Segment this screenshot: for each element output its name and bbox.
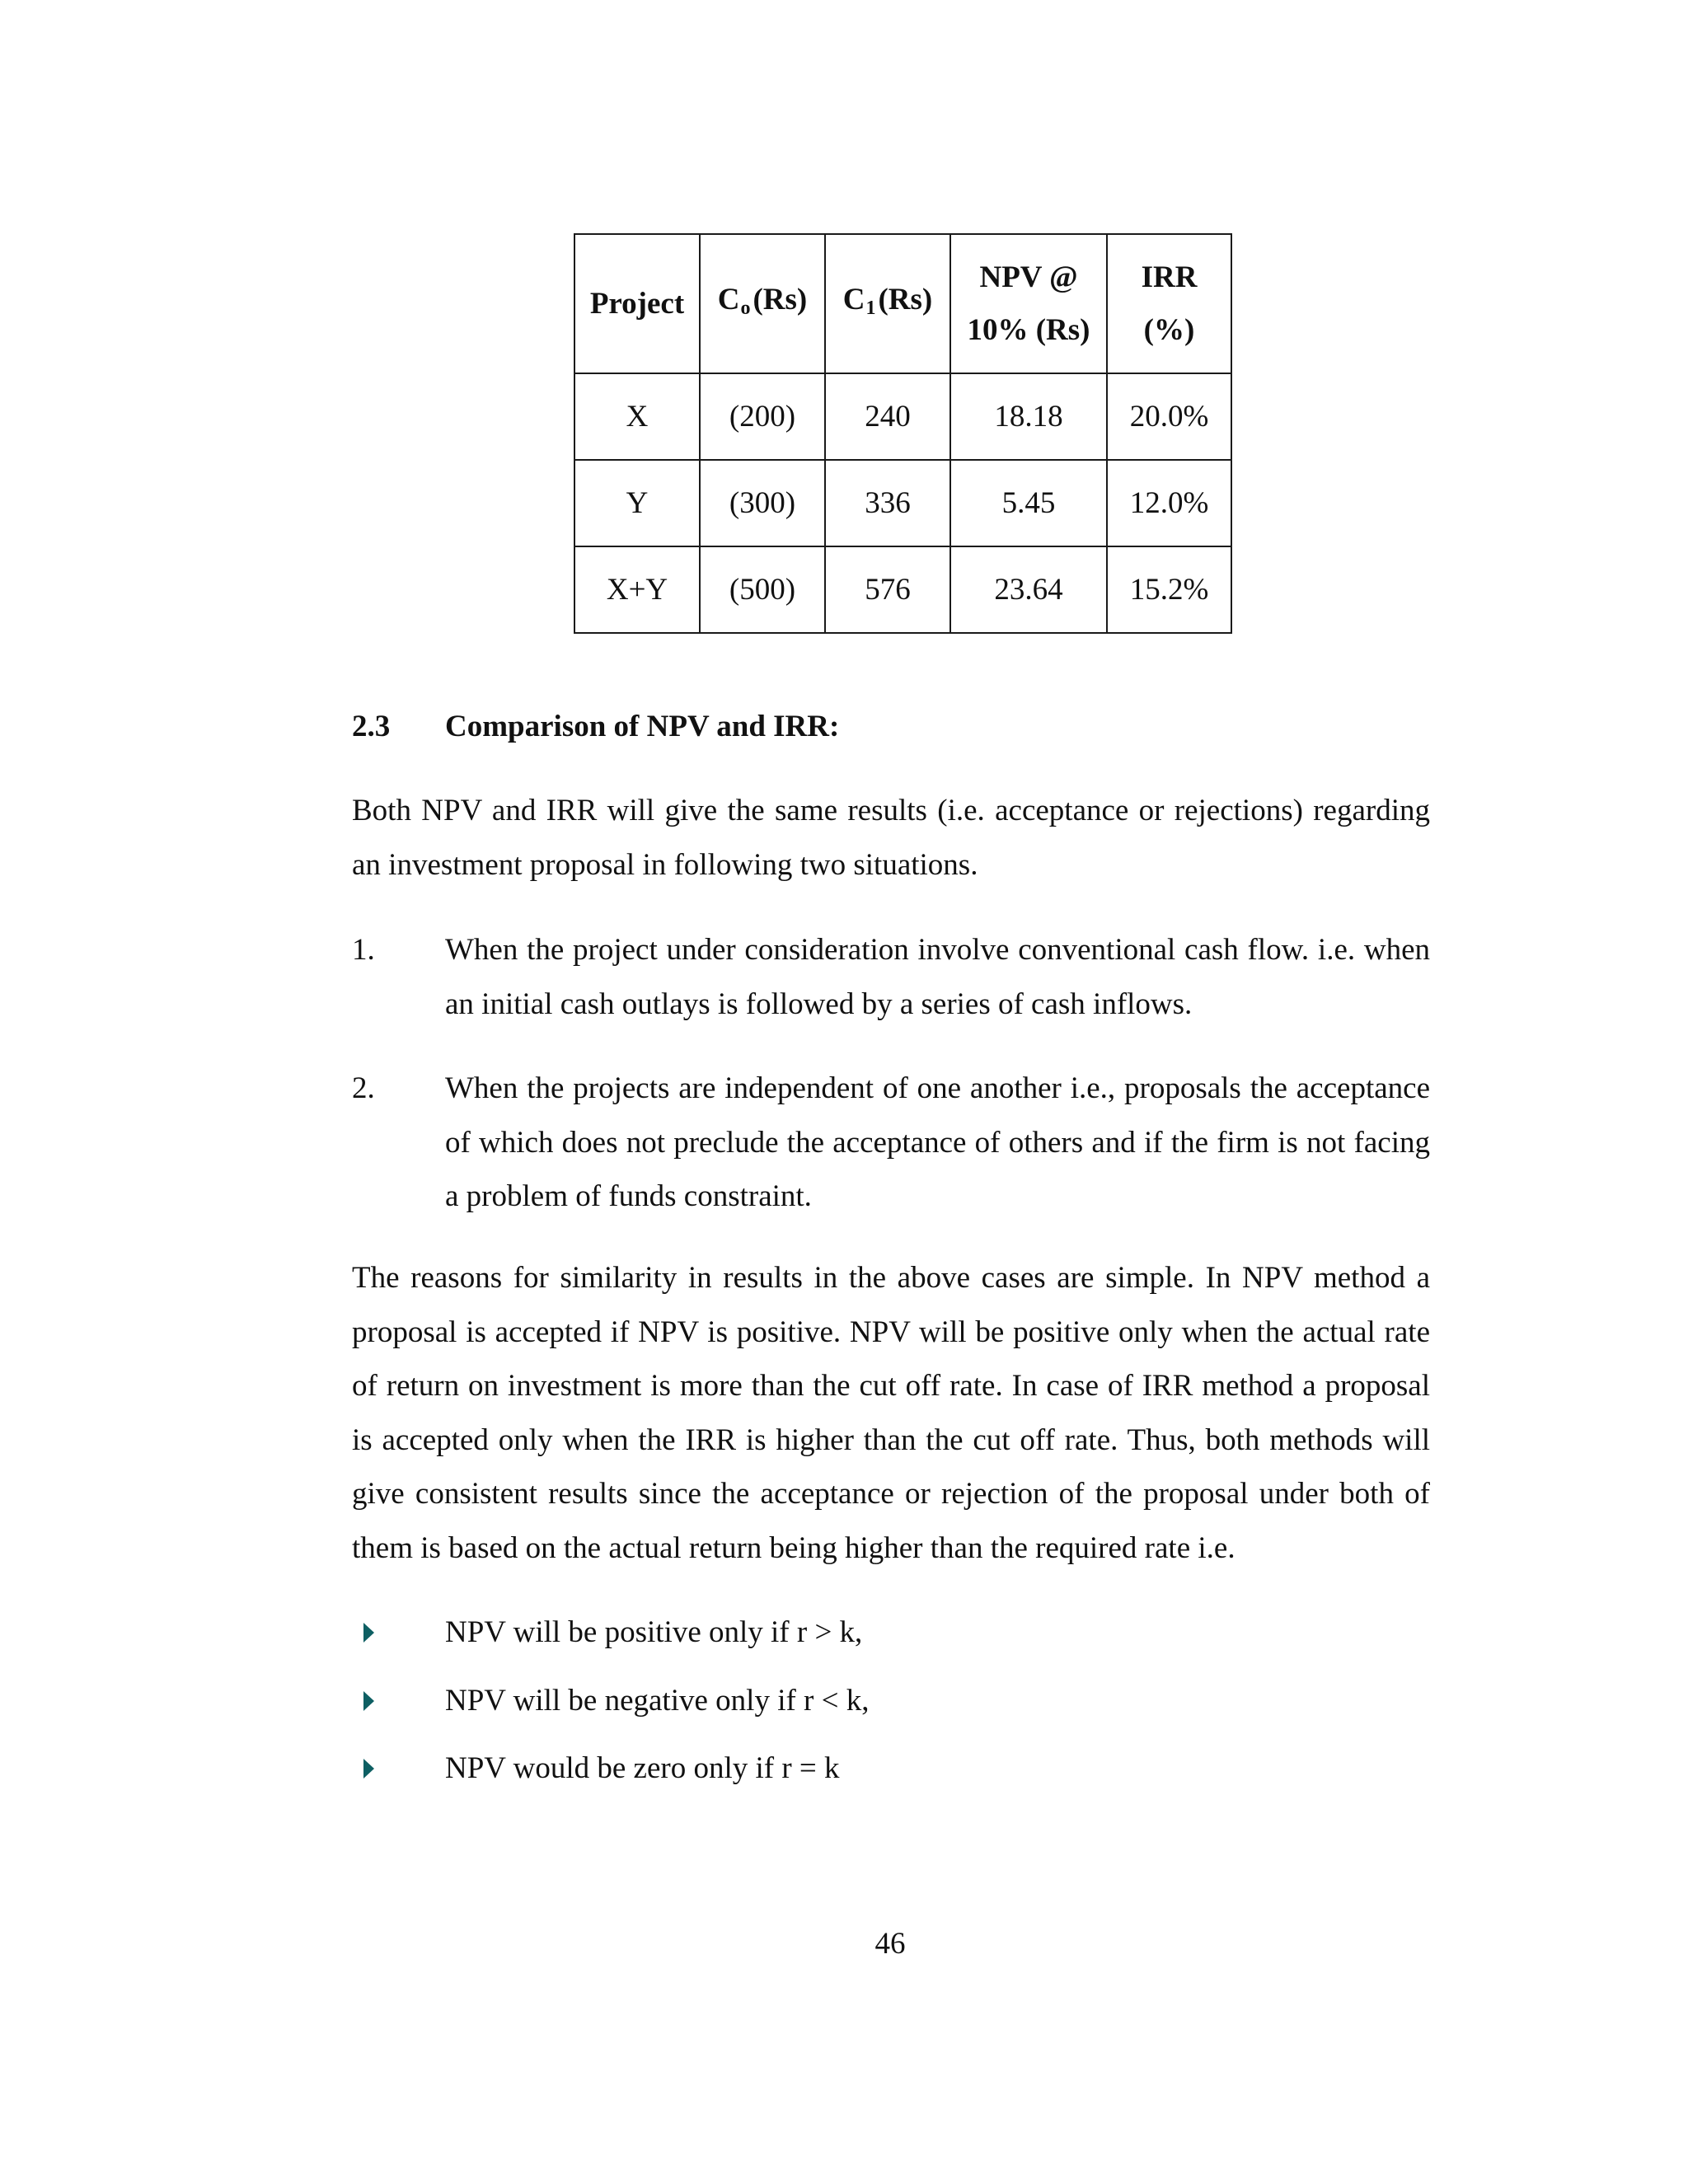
cell-c0: (200) <box>700 373 825 460</box>
intro-paragraph: Both NPV and IRR will give the same results (i.e. acceptance or rejections) regarding an investment proposal in following two situations. <box>352 794 1430 882</box>
list-item <box>352 923 1430 1031</box>
cell-c1: 336 <box>825 460 950 546</box>
cell-c1: 240 <box>825 373 950 460</box>
cell-irr: 15.2% <box>1107 546 1231 633</box>
bullet-item <box>352 1749 840 1788</box>
cell-project: X+Y <box>574 546 700 633</box>
triangle-bullet-icon <box>363 1759 374 1779</box>
table-header-row <box>574 234 1231 373</box>
table-row <box>574 460 1231 546</box>
header-c1: $C_1(Rs)$ <box>825 234 950 373</box>
bullet-item <box>352 1681 869 1721</box>
list-item-text: When the project under consideration involve conventional cash flow. i.e. when an initial cash outlays is followed by a series of cash inflows. <box>445 933 1430 1021</box>
list-item-text: When the projects are independent of one another i.e., proposals the acceptance of which does not preclude the acceptance of others and if the firm is not facing a problem of funds constraint. <box>445 1071 1430 1213</box>
bullet-text: NPV will be negative only if r < k, <box>445 1684 870 1718</box>
cell-npv: 5.45 <box>950 460 1107 546</box>
table-row <box>574 546 1231 633</box>
section-title: Comparison of NPV and IRR: <box>445 710 840 743</box>
section-number: 2.3 <box>352 710 391 743</box>
cell-project: Y <box>574 460 700 546</box>
page-number: 46 <box>874 1927 906 1961</box>
table-row <box>574 373 1231 460</box>
cell-npv: 18.18 <box>950 373 1107 460</box>
cell-npv: 23.64 <box>950 546 1107 633</box>
bullet-text: NPV would be zero only if r = k <box>445 1751 840 1785</box>
list-marker: 2. <box>352 1071 375 1105</box>
reasons-paragraph: The reasons for similarity in results in the above cases are simple. In NPV method a proposal is accepted if NPV is positive. NPV will be positive only when the actual rate of return on investment is more than the cut off rate. In case of IRR method a proposal is accepted only when the IRR is higher than the cut off rate. Thus, both methods will give consistent results since the acceptance or rejection of the proposal under both of them is based on the actual return being higher than the required rate i.e. <box>352 1261 1430 1565</box>
header-irr: IRR (%) <box>1107 234 1231 373</box>
cell-c1: 576 <box>825 546 950 633</box>
list-marker: 1. <box>352 933 375 967</box>
npv-irr-table <box>574 233 1232 634</box>
cell-irr: 20.0% <box>1107 373 1231 460</box>
header-c0: $C_o(Rs)$ <box>700 234 825 373</box>
header-project: Project <box>574 234 700 373</box>
cell-c0: (500) <box>700 546 825 633</box>
list-item <box>352 1062 1430 1224</box>
triangle-bullet-icon <box>363 1691 374 1711</box>
triangle-bullet-icon <box>363 1623 374 1643</box>
cell-project: X <box>574 373 700 460</box>
cell-c0: (300) <box>700 460 825 546</box>
bullet-text: NPV will be positive only if r > k, <box>445 1615 863 1649</box>
bullet-item <box>352 1613 862 1652</box>
header-npv: NPV @ 10% (Rs) <box>950 234 1107 373</box>
section-heading <box>352 707 839 747</box>
cell-irr: 12.0% <box>1107 460 1231 546</box>
